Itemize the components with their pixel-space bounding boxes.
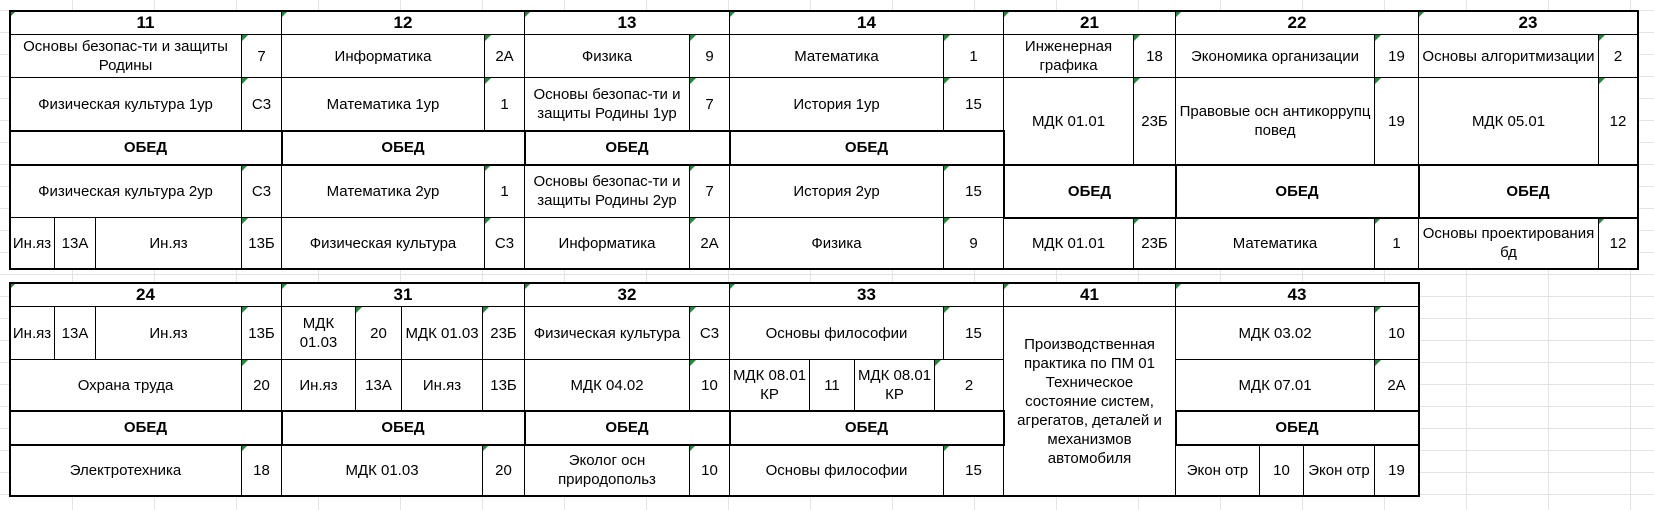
room-cell[interactable]: 13А <box>55 218 96 269</box>
lunch-cell[interactable]: ОБЕД <box>10 131 282 165</box>
room-cell[interactable]: 2 <box>1599 35 1638 78</box>
room-cell[interactable]: 7 <box>690 78 730 131</box>
subject-cell[interactable]: Основы алгоритмизации <box>1419 35 1599 78</box>
group-header-31[interactable]: 31 <box>282 283 525 307</box>
group-header-41[interactable]: 41 <box>1004 283 1176 307</box>
lunch-cell[interactable]: ОБЕД <box>1004 165 1176 218</box>
room-cell[interactable]: 20 <box>356 307 402 360</box>
subject-cell[interactable]: МДК 01.01 <box>1004 78 1134 165</box>
subject-cell[interactable]: Физика <box>730 218 944 269</box>
subject-cell[interactable]: Информатика <box>525 218 690 269</box>
group-header-23[interactable]: 23 <box>1419 11 1638 35</box>
subject-cell[interactable]: Охрана труда <box>10 360 242 411</box>
lunch-cell[interactable]: ОБЕД <box>10 411 282 445</box>
room-cell[interactable]: 23Б <box>1134 78 1176 165</box>
subject-cell[interactable]: МДК 03.02 <box>1176 307 1375 360</box>
subject-cell[interactable]: МДК 07.01 <box>1176 360 1375 411</box>
lunch-cell[interactable]: ОБЕД <box>1176 165 1419 218</box>
subject-cell[interactable]: МДК 01.03 <box>282 307 356 360</box>
room-cell[interactable]: С3 <box>690 307 730 360</box>
lunch-cell[interactable]: ОБЕД <box>282 411 525 445</box>
subject-cell[interactable]: Математика <box>1176 218 1375 269</box>
lunch-cell[interactable]: ОБЕД <box>282 131 525 165</box>
room-cell[interactable]: 1 <box>944 35 1004 78</box>
room-cell[interactable]: 20 <box>242 360 282 411</box>
room-cell[interactable]: 20 <box>483 445 525 496</box>
subject-cell[interactable]: МДК 01.01 <box>1004 218 1134 269</box>
group-header-22[interactable]: 22 <box>1176 11 1419 35</box>
subject-cell[interactable]: Основы проектирования бд <box>1419 218 1599 269</box>
subject-cell[interactable]: Основы безопас-ти и защиты Родины <box>10 35 242 78</box>
room-cell[interactable]: 10 <box>1375 307 1419 360</box>
room-cell[interactable]: 11 <box>810 360 855 411</box>
subject-cell[interactable]: Основы философии <box>730 445 944 496</box>
room-cell[interactable]: 19 <box>1375 78 1419 165</box>
lunch-cell[interactable]: ОБЕД <box>730 411 1004 445</box>
subject-cell[interactable]: Физическая культура <box>525 307 690 360</box>
group-header-14[interactable]: 14 <box>730 11 1004 35</box>
room-cell[interactable]: С3 <box>242 78 282 131</box>
subject-cell[interactable]: Основы философии <box>730 307 944 360</box>
lunch-cell[interactable]: ОБЕД <box>730 131 1004 165</box>
room-cell[interactable]: 18 <box>1134 35 1176 78</box>
room-cell[interactable]: 7 <box>242 35 282 78</box>
room-cell[interactable]: 19 <box>1375 445 1419 496</box>
subject-cell[interactable]: Экон отр <box>1176 445 1260 496</box>
subject-cell[interactable]: Физика <box>525 35 690 78</box>
subject-cell[interactable]: Эколог осн природопольз <box>525 445 690 496</box>
room-cell[interactable]: 13А <box>356 360 402 411</box>
lunch-cell[interactable]: ОБЕД <box>1176 411 1419 445</box>
room-cell[interactable]: 2А <box>690 218 730 269</box>
subject-cell[interactable]: Физическая культура 1ур <box>10 78 242 131</box>
group-header-13[interactable]: 13 <box>525 11 730 35</box>
subject-cell[interactable]: МДК 04.02 <box>525 360 690 411</box>
room-cell[interactable]: 12 <box>1599 78 1638 165</box>
lunch-cell[interactable]: ОБЕД <box>525 411 730 445</box>
room-cell[interactable]: 9 <box>690 35 730 78</box>
lunch-cell[interactable]: ОБЕД <box>1419 165 1638 218</box>
subject-cell[interactable]: МДК 01.03 <box>402 307 483 360</box>
subject-cell[interactable]: История 2ур <box>730 165 944 218</box>
group-header-24[interactable]: 24 <box>10 283 282 307</box>
room-cell[interactable]: 10 <box>1260 445 1304 496</box>
subject-cell[interactable]: Информатика <box>282 35 485 78</box>
subject-cell[interactable]: Основы безопас-ти и защиты Родины 2ур <box>525 165 690 218</box>
room-cell[interactable]: 19 <box>1375 35 1419 78</box>
subject-cell[interactable]: Ин.яз <box>96 307 242 360</box>
room-cell[interactable]: 18 <box>242 445 282 496</box>
group-header-11[interactable]: 11 <box>10 11 282 35</box>
subject-cell[interactable]: Математика <box>730 35 944 78</box>
room-cell[interactable]: 1 <box>485 165 525 218</box>
room-cell[interactable]: 13Б <box>483 360 525 411</box>
subject-cell[interactable]: Правовые осн антикоррупц повед <box>1176 78 1375 165</box>
room-cell[interactable]: 15 <box>944 78 1004 131</box>
group-header-32[interactable]: 32 <box>525 283 730 307</box>
group-header-21[interactable]: 21 <box>1004 11 1176 35</box>
room-cell[interactable]: 9 <box>944 218 1004 269</box>
subject-cell[interactable]: Экон отр <box>1304 445 1375 496</box>
subject-cell[interactable]: История 1ур <box>730 78 944 131</box>
lunch-cell[interactable]: ОБЕД <box>525 131 730 165</box>
room-cell[interactable]: 13Б <box>242 307 282 360</box>
room-cell[interactable]: С3 <box>485 218 525 269</box>
subject-cell[interactable]: Физическая культура <box>282 218 485 269</box>
subject-cell[interactable]: МДК 05.01 <box>1419 78 1599 165</box>
room-cell[interactable]: 2А <box>1375 360 1419 411</box>
subject-cell[interactable]: Ин.яз <box>402 360 483 411</box>
practice-cell[interactable]: Производственная практика по ПМ 01 Техническое состояние систем, агрегатов, деталей и механизмов автомобиля <box>1004 307 1176 496</box>
subject-cell[interactable]: Инженерная графика <box>1004 35 1134 78</box>
subject-cell[interactable]: Ин.яз <box>96 218 242 269</box>
subject-cell[interactable]: Математика 1ур <box>282 78 485 131</box>
room-cell[interactable]: 13Б <box>242 218 282 269</box>
group-header-12[interactable]: 12 <box>282 11 525 35</box>
room-cell[interactable]: 15 <box>944 307 1004 360</box>
room-cell[interactable]: 13А <box>55 307 96 360</box>
room-cell[interactable]: 23Б <box>483 307 525 360</box>
room-cell[interactable]: 10 <box>690 360 730 411</box>
subject-cell[interactable]: Ин.яз <box>282 360 356 411</box>
subject-cell[interactable]: Основы безопас-ти и защиты Родины 1ур <box>525 78 690 131</box>
room-cell[interactable]: 1 <box>1375 218 1419 269</box>
group-header-43[interactable]: 43 <box>1176 283 1419 307</box>
room-cell[interactable]: 15 <box>944 445 1004 496</box>
room-cell[interactable]: 2А <box>485 35 525 78</box>
room-cell[interactable]: 12 <box>1599 218 1638 269</box>
subject-cell[interactable]: МДК 01.03 <box>282 445 483 496</box>
group-header-33[interactable]: 33 <box>730 283 1004 307</box>
room-cell[interactable]: 1 <box>485 78 525 131</box>
subject-cell[interactable]: Физическая культура 2ур <box>10 165 242 218</box>
room-cell[interactable]: 7 <box>690 165 730 218</box>
subject-cell[interactable]: Экономика организации <box>1176 35 1375 78</box>
room-cell[interactable]: 10 <box>690 445 730 496</box>
subject-cell[interactable]: МДК 08.01 КР <box>855 360 935 411</box>
room-cell[interactable]: 15 <box>944 165 1004 218</box>
subject-cell[interactable]: Математика 2ур <box>282 165 485 218</box>
room-cell[interactable]: 2 <box>935 360 1004 411</box>
subject-cell[interactable]: Электротехника <box>10 445 242 496</box>
subject-cell[interactable]: Ин.яз <box>10 218 55 269</box>
room-cell[interactable]: 23Б <box>1134 218 1176 269</box>
subject-cell[interactable]: Ин.яз <box>10 307 55 360</box>
room-cell[interactable]: С3 <box>242 165 282 218</box>
subject-cell[interactable]: МДК 08.01 КР <box>730 360 810 411</box>
